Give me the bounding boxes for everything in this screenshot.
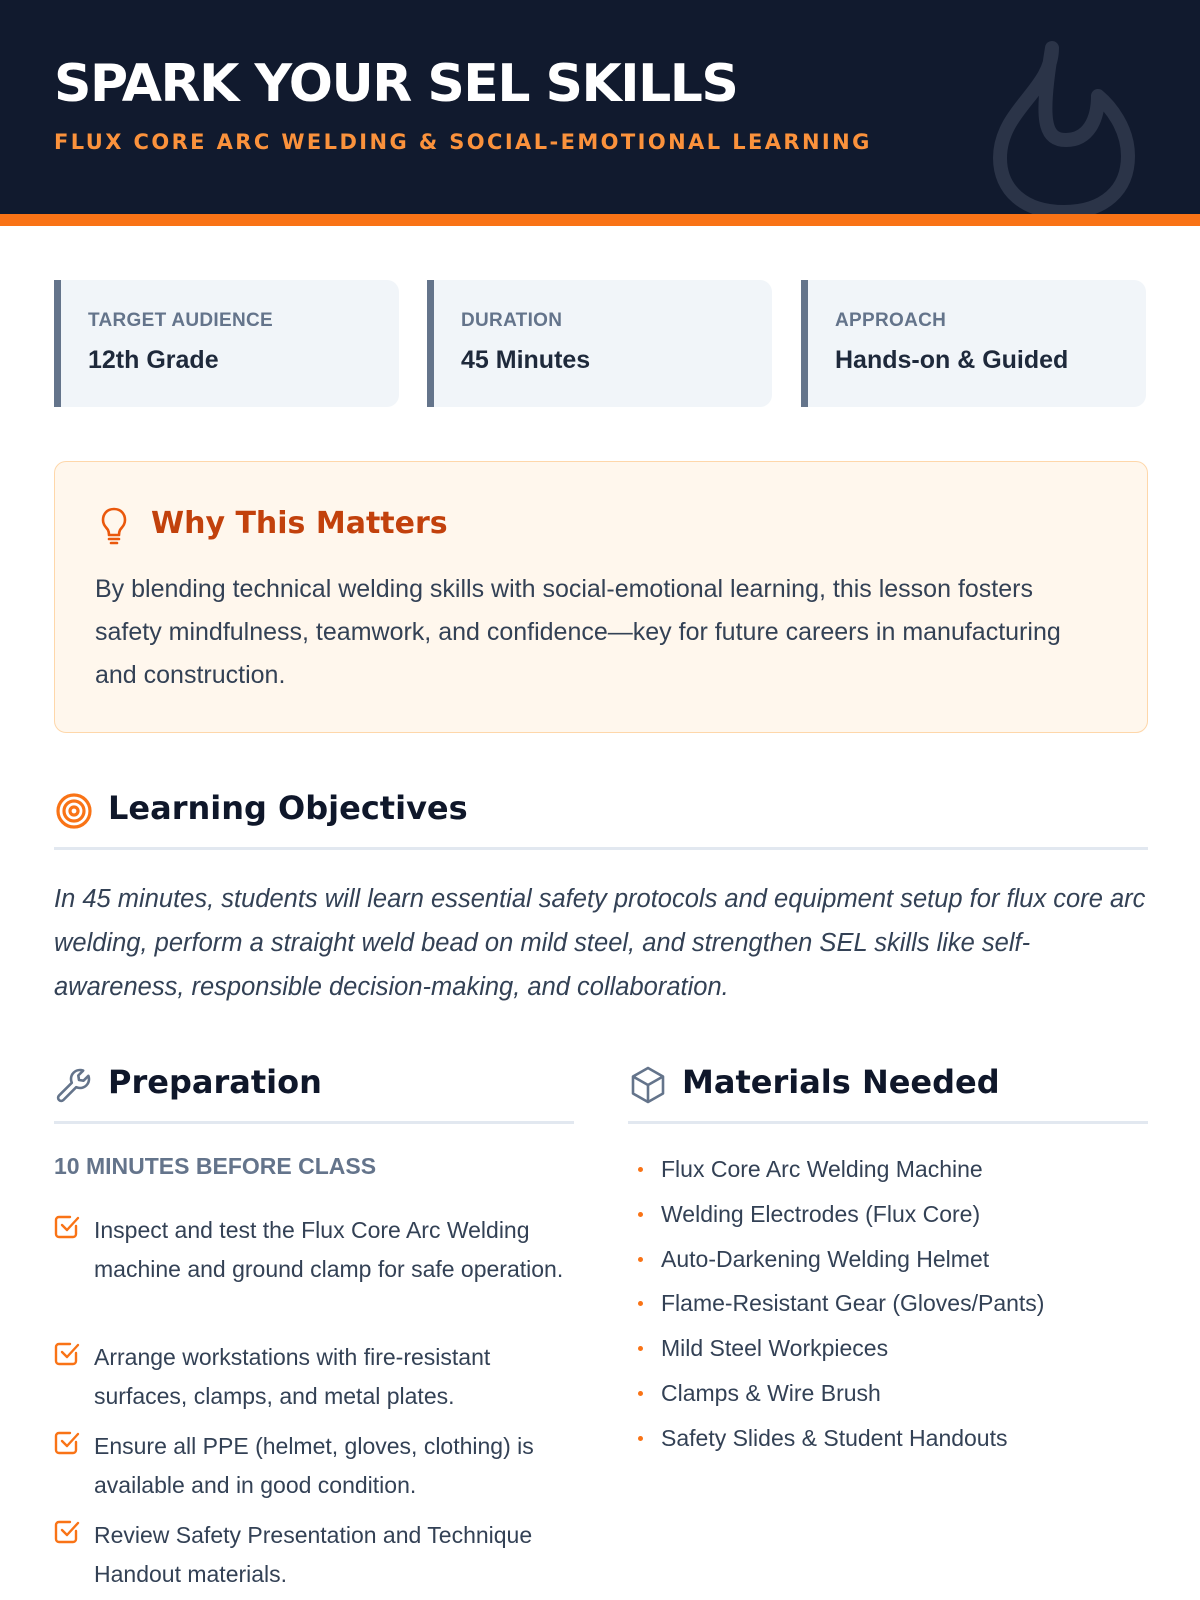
bullet-icon: [638, 1167, 643, 1172]
bullet-icon: [638, 1301, 643, 1306]
meta-label: DURATION: [461, 310, 563, 331]
checkbox-checked-icon: [54, 1340, 80, 1366]
list-item-text: Clamps & Wire Brush: [661, 1380, 881, 1406]
list-item: [628, 1149, 1148, 1189]
meta-value: Hands-on & Guided: [835, 346, 1069, 374]
list-item-text: Welding Electrodes (Flux Core): [661, 1201, 981, 1227]
target-icon: [54, 791, 94, 831]
checkbox-checked-icon: [54, 1213, 80, 1239]
checklist-item: [54, 1516, 574, 1596]
materials-title: Materials Needed: [682, 1063, 1000, 1101]
objectives-text: In 45 minutes, students will learn essential safety protocols and equipment setup for flux core arc welding, perform a straight weld bead on mild steel, and strengthen SEL skills like self-awareness, responsible decision-making, and collaboration.: [54, 885, 1146, 1001]
bullet-icon: [638, 1391, 643, 1396]
checklist-text: Review Safety Presentation and Technique Handout materials.: [94, 1522, 533, 1587]
why-text: By blending technical welding skills with social-emotional learning, this lesson fosters safety mindfulness, teamwork, and confidence—key for future careers in manufacturing and construction.: [95, 575, 1061, 689]
checklist-text: Arrange workstations with fire-resistant surfaces, clamps, and metal plates.: [94, 1344, 491, 1409]
page-title: SPARK YOUR SEL SKILLS: [54, 54, 738, 114]
checklist-text: Inspect and test the Flux Core Arc Welding machine and ground clamp for safe operation.: [94, 1217, 564, 1282]
checkbox-checked-icon: [54, 1429, 80, 1455]
why-this-matters-box: [54, 461, 1148, 733]
meta-card-audience: [54, 280, 399, 407]
checkbox-checked-icon: [54, 1518, 80, 1544]
objectives-heading: [54, 787, 654, 835]
section-divider: [54, 847, 1148, 850]
meta-value: 45 Minutes: [461, 346, 591, 374]
flame-icon: [980, 40, 1148, 214]
list-item: [628, 1283, 1148, 1323]
page-header: [0, 0, 1200, 214]
preparation-title: Preparation: [108, 1063, 322, 1101]
checklist-text: Ensure all PPE (helmet, gloves, clothing) is available and in good condition.: [94, 1433, 534, 1498]
list-item-text: Flame-Resistant Gear (Gloves/Pants): [661, 1290, 1045, 1316]
meta-label: APPROACH: [835, 310, 947, 331]
list-item: [628, 1418, 1148, 1458]
list-item-text: Mild Steel Workpieces: [661, 1335, 889, 1361]
list-item-text: Auto-Darkening Welding Helmet: [661, 1246, 990, 1272]
checklist-item: [54, 1427, 574, 1507]
bullet-icon: [638, 1212, 643, 1217]
list-item-text: Safety Slides & Student Handouts: [661, 1425, 1008, 1451]
preparation-subtitle: 10 MINUTES BEFORE CLASS: [54, 1153, 377, 1179]
materials-heading: [628, 1061, 1148, 1109]
checklist-item: [54, 1338, 574, 1418]
list-item: [628, 1239, 1148, 1279]
box-icon: [628, 1065, 668, 1105]
bullet-icon: [638, 1346, 643, 1351]
wrench-icon: [54, 1065, 94, 1105]
objectives-title: Learning Objectives: [108, 789, 468, 827]
why-title: Why This Matters: [151, 506, 448, 541]
page-subtitle: FLUX CORE ARC WELDING & SOCIAL-EMOTIONAL LEARNING: [54, 130, 872, 154]
section-divider: [54, 1121, 574, 1124]
meta-value: 12th Grade: [88, 346, 219, 374]
lightbulb-icon: [99, 506, 129, 546]
bullet-icon: [638, 1436, 643, 1441]
list-item-text: Flux Core Arc Welding Machine: [661, 1156, 983, 1182]
list-item: [628, 1373, 1148, 1413]
meta-card-duration: [427, 280, 772, 407]
section-divider: [628, 1121, 1148, 1124]
meta-label: TARGET AUDIENCE: [88, 310, 273, 331]
checklist-item: [54, 1211, 574, 1331]
list-item: [628, 1194, 1148, 1234]
bullet-icon: [638, 1257, 643, 1262]
header-accent-bar: [0, 214, 1200, 226]
preparation-heading: [54, 1061, 554, 1109]
list-item: [628, 1328, 1148, 1368]
meta-card-approach: [801, 280, 1146, 407]
